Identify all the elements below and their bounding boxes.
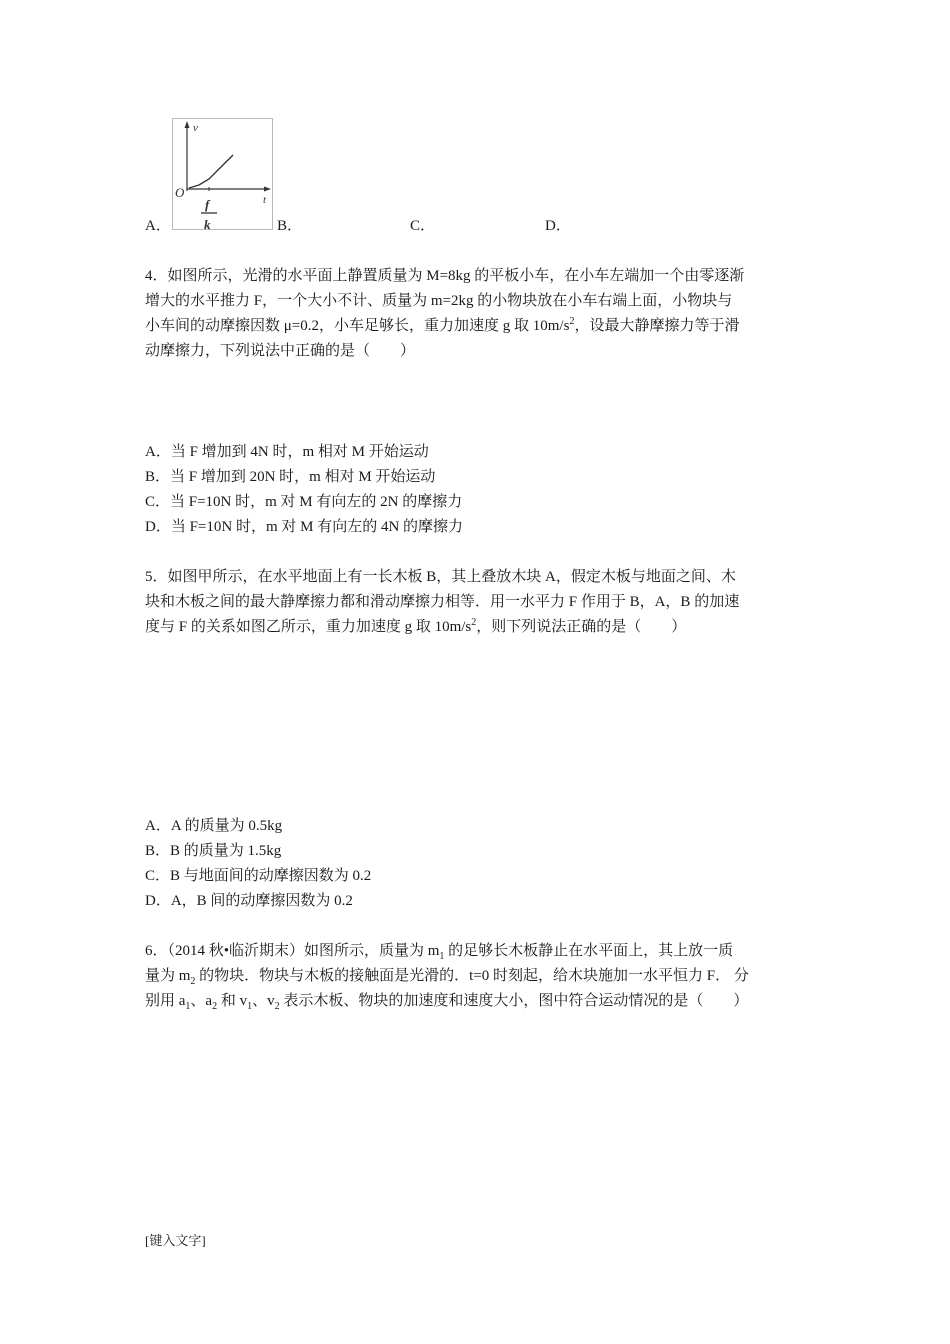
q5-stem-line: 块和木板之间的最大静摩擦力都和滑动摩擦力相等．用一水平力 F 作用于 B，A，B 的加速 (145, 594, 740, 610)
q3-option-d-label: D． (545, 218, 571, 234)
q4-stem-line: 4．如图所示，光滑的水平面上静置质量为 M=8kg 的平板小车，在小车左端加一个由零逐渐 (145, 268, 745, 284)
q4-option-b: B．当 F 增加到 20N 时，m 相对 M 开始运动 (145, 469, 436, 485)
q6-stem-line: 别用 $a_1$、$a_2$ 和 $v_1$、$v_2$ 表示木板、物块的加速度和速度大小，图中符合运动情况的是（ ） (145, 993, 749, 1012)
q5-option-d: D．A，B 间的动摩擦因数为 0.2 (145, 893, 353, 909)
fraction-numerator: f (205, 197, 210, 212)
fraction-denominator: k (204, 217, 211, 229)
q4-stem-line: 小车间的动摩擦因数 μ=0.2，小车足够长，重力加速度 g 取 $10m/s^2$，设最大静摩擦力等于滑 (145, 316, 740, 334)
page-footer: [键入文字] (145, 1233, 206, 1248)
q5-option-b: B．B 的质量为 1.5kg (145, 843, 282, 859)
q5-stem-line: 5．如图甲所示，在水平地面上有一长木板 B，其上叠放木块 A，假定木板与地面之间、木 (145, 569, 736, 585)
q5-option-c: C．B 与地面间的动摩擦因数为 0.2 (145, 868, 372, 884)
y-axis-arrow-icon (185, 121, 190, 128)
q5-stem-line: 度与 F 的关系如图乙所示，重力加速度 g 取 $10m/s^2$，则下列说法正确的是（ ） (145, 617, 687, 635)
q5-stem (145, 565, 825, 640)
y-axis-label: v (193, 122, 198, 134)
q4-stem (145, 264, 825, 364)
x-axis-label: t (263, 194, 267, 206)
q4-stem-line: 动摩擦力，下列说法中正确的是（ ） (145, 343, 416, 359)
q6-stem (145, 939, 825, 1014)
q6-stem-line: 6．（2014 秋•临沂期末）如图所示，质量为 $m_1$ 的足够长木板静止在水平面上，其上放一质 (145, 943, 734, 962)
x-axis-arrow-icon (264, 187, 271, 192)
origin-label: O (175, 185, 185, 200)
q3-option-b-label: B． (277, 218, 303, 234)
q3-option-a-label: A． (145, 218, 171, 234)
velocity-line (189, 155, 233, 188)
q4-stem-line: 增大的水平推力 F，一个大小不计、质量为 m=2kg 的小物块放在小车右端上面，小物块与 (145, 293, 733, 309)
q4-option-a: A．当 F 增加到 4N 时，m 相对 M 开始运动 (145, 444, 429, 460)
q3-option-a-graph (172, 118, 273, 230)
q4-option-d: D．当 F=10N 时，m 对 M 有向左的 4N 的摩擦力 (145, 519, 464, 535)
q6-stem-line: 量为 $m_2$ 的物块．物块与木板的接触面是光滑的．t=0 时刻起，给木块施加一水平恒力 F． 分 (145, 968, 749, 987)
q4-option-c: C．当 F=10N 时，m 对 M 有向左的 2N 的摩擦力 (145, 494, 463, 510)
q3-option-c-label: C． (410, 218, 436, 234)
q5-option-a: A．A 的质量为 0.5kg (145, 818, 283, 834)
